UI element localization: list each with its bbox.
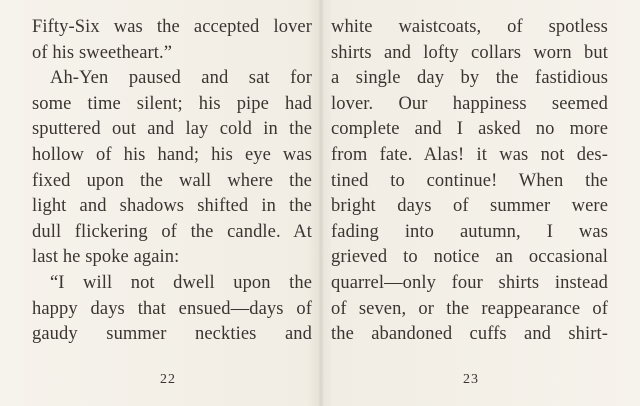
text-line: white waistcoats, of spotless <box>331 17 608 37</box>
page-number-left: 22 <box>160 372 176 387</box>
text-line: quarrel—only four shirts instead <box>331 272 608 293</box>
text-line: of seven, or the reappearance of <box>331 298 608 319</box>
text-line: the abandoned cuffs and shirt- <box>331 324 608 345</box>
text-line: Ah-Yen paused and sat for <box>50 68 312 89</box>
text-line: hollow of his hand; his eye was <box>32 144 312 165</box>
text-line: last he spoke again: <box>32 247 180 268</box>
text-line: lover. Our happiness seemed <box>331 93 608 114</box>
text-line: Fifty-Six was the accepted lover <box>32 17 312 37</box>
text-line: complete and I asked no more <box>331 119 608 140</box>
text-line: from fate. Alas! it was not des- <box>331 144 608 165</box>
page-number-right: 23 <box>463 372 479 387</box>
text-line: grieved to notice an occasional <box>331 247 608 268</box>
right-page <box>331 15 608 348</box>
text-line: tined to continue! When the <box>331 170 608 191</box>
text-line: a single day by the fastidious <box>331 68 608 89</box>
text-line: “I will not dwell upon the <box>50 272 312 293</box>
text-line: dull flickering of the candle. At <box>32 221 312 242</box>
left-page <box>32 15 312 348</box>
text-line: fading into autumn, I was <box>331 221 608 242</box>
text-line: light and shadows shifted in the <box>32 196 312 217</box>
text-line: of his sweetheart.” <box>32 42 173 63</box>
text-line: shirts and lofty collars worn but <box>331 42 608 63</box>
text-line: gaudy summer neckties and <box>32 324 312 345</box>
book-gutter <box>318 0 324 406</box>
text-line: happy days that ensued—days of <box>32 298 312 319</box>
text-line: some time silent; his pipe had <box>32 93 312 114</box>
text-line: bright days of summer were <box>331 196 608 217</box>
text-line: fixed upon the wall where the <box>32 170 312 191</box>
text-line: sputtered out and lay cold in the <box>32 119 312 140</box>
